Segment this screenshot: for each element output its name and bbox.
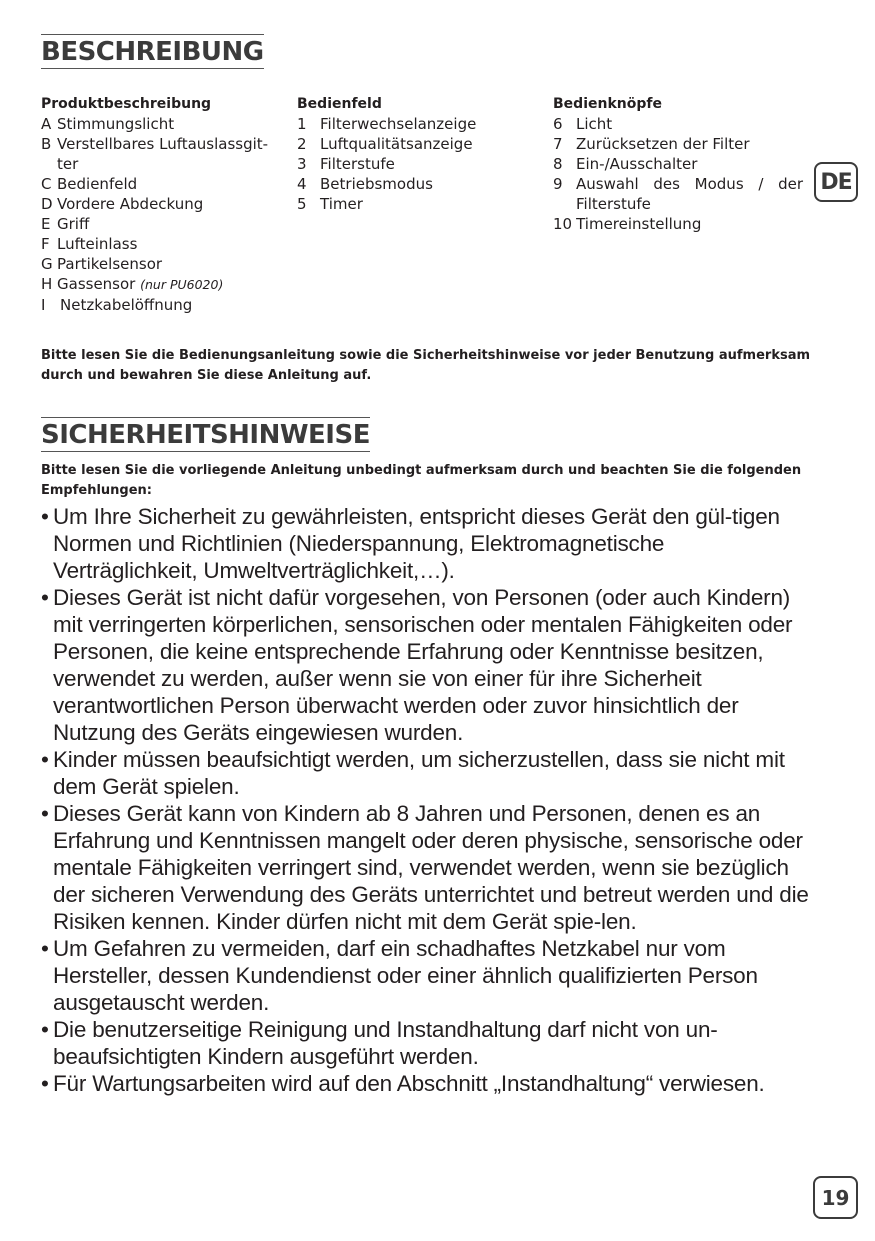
list-item: 1 Filterwechselanzeige	[297, 115, 477, 133]
produktbeschreibung-column	[41, 94, 287, 315]
list-item: 4 Betriebsmodus	[297, 175, 433, 193]
bullet-item: • Um Ihre Sicherheit zu gewährleisten, entspricht dieses Gerät den gül-tigen Normen und Richtlinien (Niederspannung, Elektromagnetische Verträglichkeit, Umweltverträglichkeit,…).	[41, 504, 780, 583]
list-item: G Partikelsensor	[41, 255, 163, 273]
section-title-beschreibung: BESCHREIBUNG	[41, 34, 264, 69]
bullet-dot-icon: •	[41, 1017, 49, 1042]
bullet-dot-icon: •	[41, 504, 49, 529]
language-badge: DE	[814, 162, 858, 202]
bullet-dot-icon: •	[41, 747, 49, 772]
list-item: 6 Licht	[553, 115, 613, 133]
page-number-badge: 19	[813, 1176, 858, 1219]
bullet-item: • Für Wartungsarbeiten wird auf den Abschnitt „Instandhaltung“ verwiesen.	[41, 1071, 765, 1096]
safety-intro-notice: Bitte lesen Sie die vorliegende Anleitung unbedingt aufmerksam durch und beachten Sie die folgenden Empfehlungen:	[41, 463, 802, 498]
list-item: 2 Luftqualitätsanzeige	[297, 135, 473, 153]
bullet-item: • Die benutzerseitige Reinigung und Instandhaltung darf nicht von un-beaufsichtigten Kindern ausgeführt werden.	[41, 1017, 718, 1069]
list-item: C Bedienfeld	[41, 175, 138, 193]
list-item: D Vordere Abdeckung	[41, 195, 204, 213]
bedienfeld-heading: Bedienfeld	[297, 96, 382, 112]
list-item: 10 Timereinstellung	[553, 215, 702, 233]
list-item-continuation: Filterstufe	[576, 195, 651, 213]
list-item: 8 Ein-/Ausschalter	[553, 155, 698, 173]
list-item: F Lufteinlass	[41, 235, 138, 253]
list-item: 9 Auswahl des Modus / der	[553, 175, 803, 193]
bedienfeld-column	[297, 94, 547, 214]
list-item: E Griff	[41, 215, 90, 233]
bullet-dot-icon: •	[41, 585, 49, 610]
list-item: H Gassensor (nur PU6020)	[41, 275, 224, 293]
list-item-continuation: ter	[57, 155, 79, 173]
bullet-item: • Dieses Gerät kann von Kindern ab 8 Jahren und Personen, denen es an Erfahrung und Kenntnissen mangelt oder deren physische, sensorische oder mentale Fähigkeiten verringert sind, verwendet werden, wenn sie bezüglich der sicheren Verwendung des Geräts unterrichtet und betreut werden und die Risiken kennen. Kinder dürfen nicht mit dem Gerät spie-len.	[41, 801, 809, 934]
model-note: (nur PU6020)	[140, 277, 224, 292]
bedienknoepfe-column	[553, 94, 803, 234]
bullet-dot-icon: •	[41, 1071, 49, 1096]
produktbeschreibung-heading: Produktbeschreibung	[41, 96, 212, 112]
list-item: 5 Timer	[297, 195, 363, 213]
bullet-dot-icon: •	[41, 936, 49, 961]
bullet-dot-icon: •	[41, 801, 49, 826]
list-item: B Verstellbares Luftauslassgit-	[41, 135, 269, 153]
bullet-item: • Dieses Gerät ist nicht dafür vorgesehen, von Personen (oder auch Kindern) mit verringerten körperlichen, sensorischen oder mentalen Fähigkeiten oder Personen, die keine entsprechende Erfahrung oder Kenntnisse besitzen, verwendet zu werden, außer wenn sie von einer für ihre Sicherheit verantwortlichen Person überwacht werden oder zuvor hinsichtlich der Nutzung des Geräts eingewiesen wurden.	[41, 585, 793, 745]
safety-bullet-list	[41, 503, 811, 1097]
list-item: 3 Filterstufe	[297, 155, 395, 173]
read-instructions-notice: Bitte lesen Sie die Bedienungsanleitung sowie die Sicherheitshinweise vor jeder Benutzung aufmerksam durch und bewahren Sie diese Anleitung auf.	[41, 348, 811, 383]
list-item: 7 Zurücksetzen der Filter	[553, 135, 750, 153]
bullet-item: • Um Gefahren zu vermeiden, darf ein schadhaftes Netzkabel nur vom Hersteller, dessen Kundendienst oder einer ähnlich qualifizierten Person ausgetauscht werden.	[41, 936, 758, 1015]
bullet-item: • Kinder müssen beaufsichtigt werden, um sicherzustellen, dass sie nicht mit dem Gerät spielen.	[41, 747, 785, 799]
bedienknoepfe-heading: Bedienknöpfe	[553, 96, 662, 112]
section-title-sicherheitshinweise: SICHERHEITSHINWEISE	[41, 417, 370, 452]
list-item: I Netzkabelöffnung	[41, 296, 193, 314]
list-item: A Stimmungslicht	[41, 115, 175, 133]
